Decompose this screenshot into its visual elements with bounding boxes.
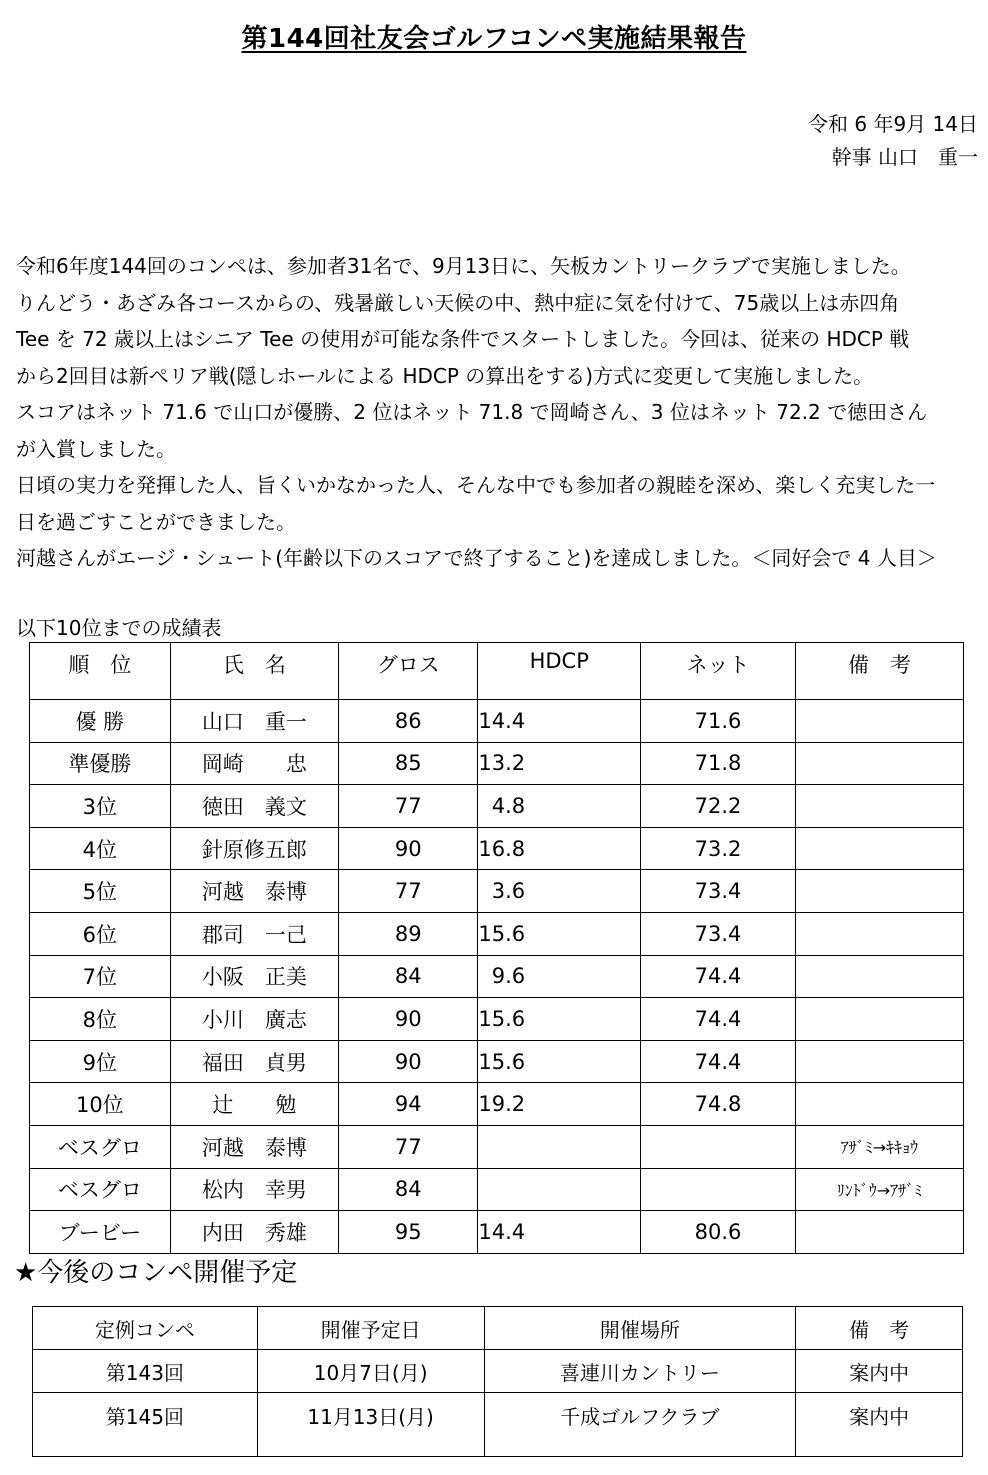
cell-rank: ブービー [30, 1211, 171, 1254]
cell-note [795, 955, 963, 998]
report-title: 第144回社友会ゴルフコンペ実施結果報告 [241, 24, 747, 54]
cell-hdcp [478, 1168, 641, 1211]
results-table [29, 642, 964, 1254]
schedule-table [32, 1306, 963, 1457]
schedule-row [33, 1393, 963, 1457]
cell-name: 小川 廣志 [170, 998, 339, 1041]
cell-note [795, 1040, 963, 1083]
cell-name: 山口 重一 [170, 700, 339, 743]
cell-gross: 90 [339, 998, 478, 1041]
cell-rank: 準優勝 [30, 742, 171, 785]
schedule-header-row [33, 1307, 963, 1350]
cell-net: 71.8 [641, 742, 796, 785]
cell-net: 74.4 [641, 955, 796, 998]
results-row [30, 742, 964, 785]
cell-venue: 千成ゴルフクラブ [484, 1393, 796, 1457]
results-row [30, 998, 964, 1041]
cell-gross: 84 [339, 955, 478, 998]
cell-gross: 77 [339, 870, 478, 913]
cell-name: 河越 泰博 [170, 1125, 339, 1168]
header-name: 氏 名 [170, 643, 339, 700]
cell-hdcp: 14.4 [478, 1211, 641, 1254]
cell-hdcp: 16.8 [478, 827, 641, 870]
cell-name: 内田 秀雄 [170, 1211, 339, 1254]
cell-hdcp: 15.6 [478, 912, 641, 955]
body-line: りんどう・あざみ各コースからの、残暑厳しい天候の中、熱中症に気を付けて、75歳以上は赤四角 [16, 290, 900, 315]
cell-note [795, 870, 963, 913]
cell-name: 辻 勉 [170, 1083, 339, 1126]
cell-note [795, 700, 963, 743]
schedule-row [33, 1350, 963, 1393]
cell-net [641, 1125, 796, 1168]
cell-note [795, 1083, 963, 1126]
cell-gross: 95 [339, 1211, 478, 1254]
cell-note [795, 912, 963, 955]
cell-venue: 喜連川カントリー [484, 1350, 796, 1393]
cell-gross: 90 [339, 1040, 478, 1083]
cell-note [795, 742, 963, 785]
cell-hdcp: 13.2 [478, 742, 641, 785]
cell-hdcp: 15.6 [478, 998, 641, 1041]
schedule-title: ★今後のコンペ開催予定 [14, 1258, 298, 1288]
cell-rank: 8位 [30, 998, 171, 1041]
cell-name: 郡司 一己 [170, 912, 339, 955]
body-line: が入賞しました。 [16, 436, 176, 461]
cell-net: 80.6 [641, 1211, 796, 1254]
cell-rank: 3位 [30, 785, 171, 828]
results-row [30, 700, 964, 743]
cell-hdcp: 4.8 [478, 785, 641, 828]
cell-net: 74.4 [641, 1040, 796, 1083]
cell-name: 小阪 正美 [170, 955, 339, 998]
cell-net [641, 1168, 796, 1211]
report-date: 令和 6 年9月 14日 [808, 112, 978, 136]
cell-note [795, 785, 963, 828]
cell-scheduled-date: 11月13日(月) [257, 1393, 484, 1457]
results-row [30, 1040, 964, 1083]
body-line: 河越さんがエージ・シュート(年齢以下のスコアで終了すること)を達成しました。＜同好会で 4 人目＞ [16, 546, 937, 570]
results-row [30, 827, 964, 870]
cell-note [795, 1211, 963, 1254]
header-venue: 開催場所 [484, 1307, 796, 1350]
cell-name: 松内 幸男 [170, 1168, 339, 1211]
cell-note [795, 827, 963, 870]
cell-gross: 94 [339, 1083, 478, 1126]
results-intro: 以下10位までの成績表 [16, 616, 222, 640]
cell-hdcp: 9.6 [478, 955, 641, 998]
cell-note: ｱｻﾞﾐ→ｷｷｮｳ [795, 1125, 963, 1168]
cell-net: 73.2 [641, 827, 796, 870]
cell-name: 針原修五郎 [170, 827, 339, 870]
cell-hdcp [478, 1125, 641, 1168]
cell-gross: 77 [339, 785, 478, 828]
header-net: ネット [641, 643, 796, 700]
results-row [30, 1211, 964, 1254]
results-row [30, 955, 964, 998]
cell-net: 72.2 [641, 785, 796, 828]
cell-hdcp: 19.2 [478, 1083, 641, 1126]
results-row [30, 1125, 964, 1168]
cell-gross: 90 [339, 827, 478, 870]
cell-name: 岡崎 忠 [170, 742, 339, 785]
cell-rank: 4位 [30, 827, 171, 870]
report-meta [808, 108, 978, 174]
results-row [30, 1168, 964, 1211]
cell-name: 福田 貞男 [170, 1040, 339, 1083]
cell-hdcp: 3.6 [478, 870, 641, 913]
cell-rank: 5位 [30, 870, 171, 913]
cell-remarks: 案内中 [796, 1350, 963, 1393]
cell-rank: 9位 [30, 1040, 171, 1083]
cell-note [795, 998, 963, 1041]
cell-name: 河越 泰博 [170, 870, 339, 913]
header-notes: 備 考 [795, 643, 963, 700]
cell-net: 71.6 [641, 700, 796, 743]
cell-hdcp: 14.4 [478, 700, 641, 743]
cell-rank: ベスグロ [30, 1125, 171, 1168]
body-line: Tee を 72 歳以上はシニア Tee の使用が可能な条件でスタートしました。今回は、従来の HDCP 戦 [16, 327, 910, 351]
cell-net: 73.4 [641, 912, 796, 955]
body-line: 日を過ごすことができました。 [16, 509, 296, 534]
header-gross: グロス [339, 643, 478, 700]
cell-competition: 第143回 [33, 1350, 258, 1393]
cell-name: 徳田 義文 [170, 785, 339, 828]
report-body [16, 248, 982, 577]
report-organizer: 幹事 山口 重一 [831, 145, 978, 169]
results-header-row [30, 643, 964, 700]
cell-net: 74.8 [641, 1083, 796, 1126]
cell-rank: ベスグロ [30, 1168, 171, 1211]
header-hdcp: HDCP [478, 643, 641, 700]
cell-scheduled-date: 10月7日(月) [257, 1350, 484, 1393]
results-row [30, 912, 964, 955]
cell-rank: 10位 [30, 1083, 171, 1126]
body-line: スコアはネット 71.6 で山口が優勝、2 位はネット 71.8 で岡崎さん、3 位はネット 72.2 で徳田さん [16, 400, 928, 424]
cell-rank: 7位 [30, 955, 171, 998]
results-row [30, 1083, 964, 1126]
cell-gross: 89 [339, 912, 478, 955]
cell-competition: 第145回 [33, 1393, 258, 1457]
cell-hdcp: 15.6 [478, 1040, 641, 1083]
cell-remarks: 案内中 [796, 1393, 963, 1457]
body-line: 令和6年度144回のコンペは、参加者31名で、9月13日に、矢板カントリークラブで実施しました。 [16, 254, 911, 278]
cell-net: 74.4 [641, 998, 796, 1041]
body-line: 日頃の実力を発揮した人、旨くいかなかった人、そんな中でも参加者の親睦を深め、楽しく充実した一 [16, 473, 936, 497]
results-row [30, 870, 964, 913]
cell-gross: 77 [339, 1125, 478, 1168]
report-title-container [0, 18, 988, 55]
results-row [30, 785, 964, 828]
header-scheduled-date: 開催予定日 [257, 1307, 484, 1350]
cell-gross: 86 [339, 700, 478, 743]
cell-rank: 優 勝 [30, 700, 171, 743]
body-line: から2回目は新ぺリア戦(隠しホールによる HDCP の算出をする)方式に変更して実施しました。 [16, 363, 874, 388]
cell-net: 73.4 [641, 870, 796, 913]
cell-gross: 85 [339, 742, 478, 785]
cell-note: ﾘﾝﾄﾞｳ→ｱｻﾞﾐ [795, 1168, 963, 1211]
cell-rank: 6位 [30, 912, 171, 955]
header-rank: 順 位 [30, 643, 171, 700]
header-competition: 定例コンペ [33, 1307, 258, 1350]
cell-gross: 84 [339, 1168, 478, 1211]
header-remarks: 備 考 [796, 1307, 963, 1350]
